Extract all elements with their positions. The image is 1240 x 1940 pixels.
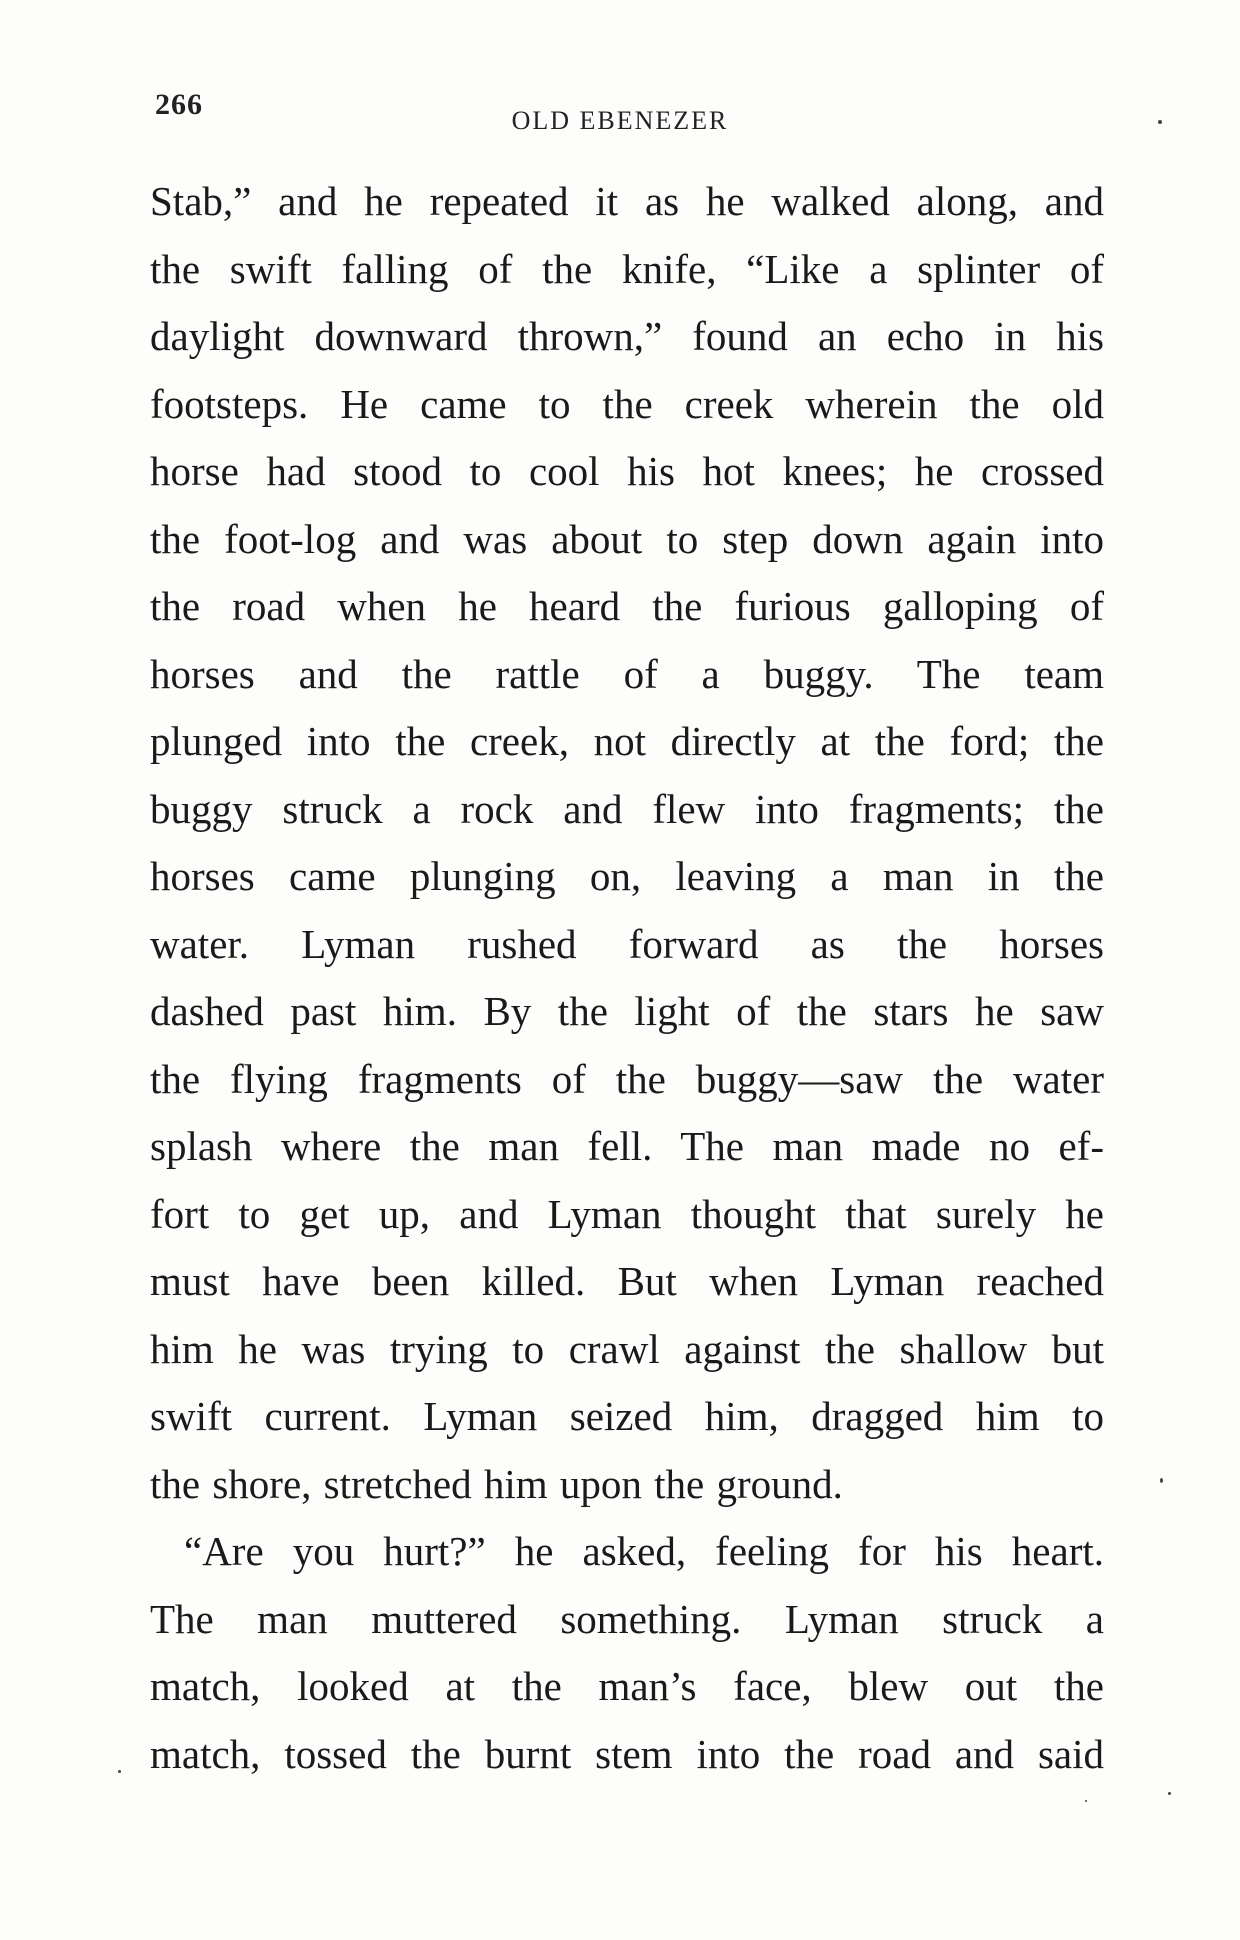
text-line: footsteps. He came to the creek wherein the old: [150, 380, 1104, 427]
text-line: horses and the rattle of a buggy. The team: [150, 650, 1104, 697]
text-line: horse had stood to cool his hot knees; he crossed: [150, 448, 1104, 494]
text-line: horses came plunging on, leaving a man in the: [150, 853, 1104, 899]
text-line: match, tossed the burnt stem into the road and said: [150, 1730, 1104, 1777]
text-line: The man muttered something. Lyman struck a: [150, 1595, 1104, 1642]
body-text: [150, 168, 1104, 1788]
print-speck: [1160, 1478, 1163, 1483]
text-line: plunged into the creek, not directly at the ford; the: [150, 718, 1104, 764]
text-line: the foot-log and was about to step down again into: [150, 515, 1104, 562]
text-line: him he was trying to crawl against the shallow but: [150, 1325, 1104, 1372]
text-line-paragraph-end: the shore, stretched him upon the ground.: [150, 1460, 843, 1507]
text-line: daylight downward thrown,” found an echo in his: [150, 313, 1104, 359]
text-line: dashed past him. By the light of the stars he saw: [150, 988, 1104, 1034]
running-head: OLD EBENEZER: [511, 106, 729, 135]
text-line: water. Lyman rushed forward as the horses: [150, 920, 1104, 967]
text-line: must have been killed. But when Lyman reached: [150, 1258, 1104, 1304]
text-line: the swift falling of the knife, “Like a splinter of: [150, 245, 1104, 292]
print-speck: [1168, 1792, 1171, 1795]
text-line: splash where the man fell. The man made no ef-: [150, 1123, 1104, 1169]
page-number: 266: [155, 88, 203, 121]
text-line: fort to get up, and Lyman thought that surely he: [150, 1190, 1104, 1237]
text-line: Stab,” and he repeated it as he walked along, and: [150, 178, 1104, 224]
text-line: match, looked at the man’s face, blew out the: [150, 1663, 1104, 1709]
text-line-paragraph-start: “Are you hurt?” he asked, feeling for his heart.: [184, 1528, 1104, 1574]
print-speck: [118, 1770, 121, 1773]
text-line: buggy struck a rock and flew into fragments; the: [150, 785, 1104, 832]
text-line: swift current. Lyman seized him, dragged him to: [150, 1393, 1104, 1439]
print-speck: [1158, 120, 1162, 124]
print-speck: [1085, 1800, 1087, 1802]
text-line: the road when he heard the furious galloping of: [150, 583, 1104, 629]
text-line: the flying fragments of the buggy—saw the water: [150, 1055, 1104, 1102]
